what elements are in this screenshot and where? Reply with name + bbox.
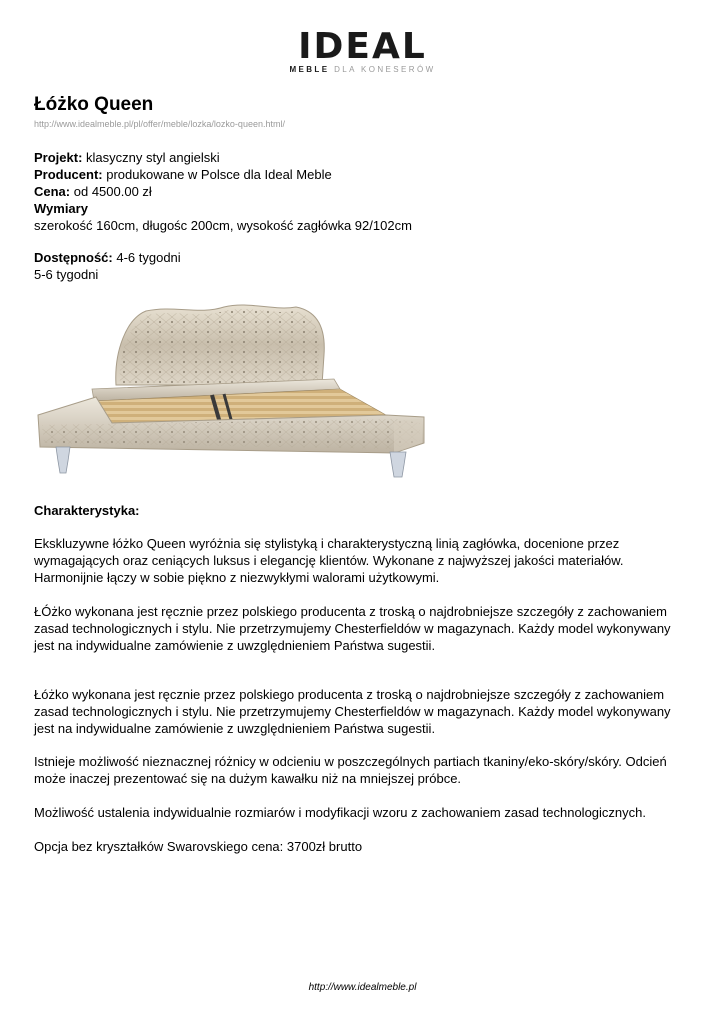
description-paragraph-3: Łóżko wykonana jest ręcznie przez polskiego producenta z troską o najdrobniejsze szczegóły z zachowaniem zasad technologicznych i stylu. Nie przetrzymujemy Chesterfieldów w magazynach. Każdy model wykonywany jest na indywidualne zamówienie z uwzględnieniem Państwa sugestii. — [34, 687, 671, 736]
description-paragraph-5: Możliwość ustalenia indywidualnie rozmiarów i modyfikacji wzoru z zachowaniem zasad technologicznych. — [34, 805, 646, 820]
logo-tagline-meble: MEBLE — [289, 65, 330, 74]
availability-row — [34, 249, 181, 266]
logo-tagline — [0, 65, 725, 75]
availability — [34, 249, 181, 283]
description-paragraph-1: Ekskluzywne łóżko Queen wyróżnia się stylistyką i charakterystyczną linią zagłówka, docenione przez wymagających oraz ceniących luksus i elegancję klientów. Wykonane z najwyższej jakości materiałów. Harmonijnie łączy w sobie piękno z niezwykłymi walorami użytkowymi. — [34, 536, 624, 585]
spec-wymiary-value: szerokość 160cm, długośc 200cm, wysokość zagłówka 92/102cm — [34, 218, 412, 233]
spec-cena-value: od 4500.00 zł — [73, 184, 152, 199]
availability-alt: 5-6 tygodni — [34, 267, 99, 282]
spec-cena-label: Cena: — [34, 184, 71, 199]
description-paragraph-6: Opcja bez kryształków Swarovskiego cena: 3700zł brutto — [34, 839, 363, 854]
spec-wymiary — [34, 200, 412, 217]
section-heading: Charakterystyka: — [34, 503, 140, 518]
logo-wordmark: IDEAL — [298, 26, 427, 67]
spec-projekt-value: klasyczny styl angielski — [86, 150, 220, 165]
headboard — [116, 305, 324, 385]
description-paragraph-4: Istnieje możliwość nieznacznej różnicy w odcieniu w poszczególnych partiach tkaniny/eko-skóry/skóry. Odcień może inaczej prezentować się na dużym kawałku niż na mniejszej próbce. — [34, 754, 667, 786]
product-specs — [34, 149, 412, 234]
spec-producent — [34, 166, 412, 183]
spec-wymiary-label: Wymiary — [34, 201, 88, 216]
product-photo — [34, 297, 426, 487]
availability-value: 4-6 tygodni — [116, 250, 181, 265]
product-url: http://www.idealmeble.pl/pl/offer/meble/lozka/lozko-queen.html/ — [34, 119, 285, 129]
spec-projekt — [34, 149, 412, 166]
availability-label: Dostępność: — [34, 250, 113, 265]
footer-url[interactable]: http://www.idealmeble.pl — [308, 982, 417, 993]
logo — [0, 26, 725, 75]
spec-cena — [34, 183, 412, 200]
spec-producent-label: Producent: — [34, 167, 103, 182]
product-title: Łóżko Queen — [34, 94, 154, 115]
description-paragraph-2: ŁÓżko wykonana jest ręcznie przez polskiego producenta z troską o najdrobniejsze szczegóły z zachowaniem zasad technologicznych i stylu. Nie przetrzymujemy Chesterfieldów w magazynach. Każdy model wykonywany jest na indywidualne zamówienie z uwzględnieniem Państwa sugestii. — [34, 604, 671, 653]
spec-projekt-label: Projekt: — [34, 150, 83, 165]
spec-producent-value: produkowane w Polsce dla Ideal Meble — [106, 167, 332, 182]
logo-tagline-koneserow: DLA KONESERÓW — [334, 65, 436, 74]
